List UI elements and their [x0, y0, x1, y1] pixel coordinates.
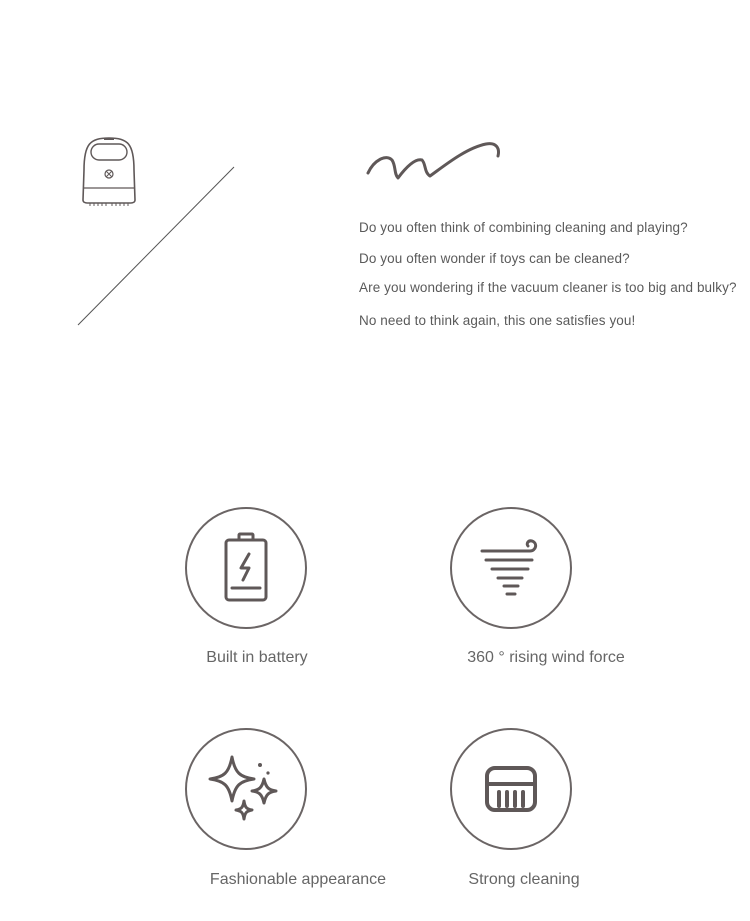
battery-icon — [222, 532, 270, 604]
feature-cleaning-circle — [450, 728, 572, 850]
feature-appearance-label: Fashionable appearance — [209, 871, 387, 888]
wind-icon — [478, 535, 544, 601]
brush-head-icon — [483, 764, 539, 814]
intro-question-2: Do you often wonder if toys can be cleaned? — [359, 251, 630, 266]
feature-appearance-circle — [185, 728, 307, 850]
intro-question-3: Are you wondering if the vacuum cleaner is too big and bulky? — [359, 280, 737, 295]
feature-wind-circle — [450, 507, 572, 629]
feature-battery-label: Built in battery — [206, 649, 308, 666]
diagonal-divider-line — [76, 165, 238, 327]
squiggle-decoration — [364, 140, 502, 182]
sparkle-icon — [208, 753, 284, 825]
intro-closing-line: No need to think again, this one satisfies you! — [359, 313, 636, 328]
feature-cleaning-label: Strong cleaning — [468, 871, 580, 888]
feature-battery-circle — [185, 507, 307, 629]
feature-wind-label: 360 ° rising wind force — [467, 649, 625, 666]
intro-question-1: Do you often think of combining cleaning and playing? — [359, 220, 688, 235]
